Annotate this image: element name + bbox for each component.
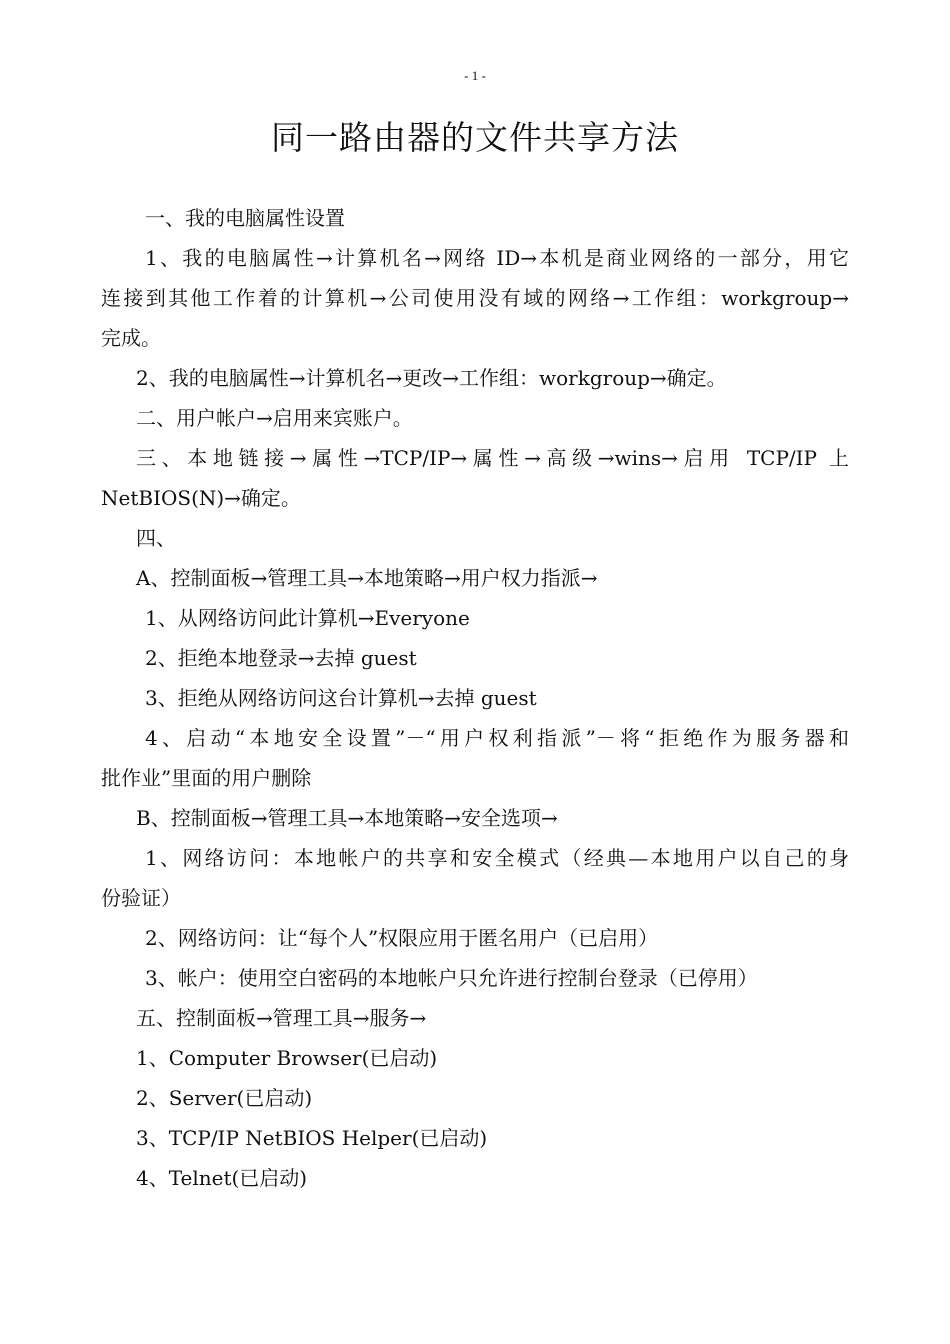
document-body	[101, 198, 849, 1198]
list-item: 4、Telnet(已启动)	[136, 1166, 308, 1190]
paragraph-line: 连接到其他工作着的计算机→公司使用没有域的网络→工作组：workgroup→	[101, 286, 849, 310]
paragraph-line: 份验证）	[101, 886, 181, 910]
section-heading-3: 三、本地链接→属性→TCP/IP→属性→高级→wins→启用 TCP/IP 上	[136, 446, 849, 470]
document-title: 同一路由器的文件共享方法	[271, 118, 679, 157]
list-item: 1、Computer Browser(已启动)	[136, 1046, 438, 1070]
list-item: 2、Server(已启动)	[136, 1086, 313, 1110]
paragraph-line: 1、我的电脑属性→计算机名→网络 ID→本机是商业网络的一部分，用它	[145, 246, 849, 270]
list-item: 1、从网络访问此计算机→Everyone	[145, 606, 470, 630]
list-item: 2、拒绝本地登录→去掉 guest	[145, 646, 417, 670]
subsection-heading-b: B、控制面板→管理工具→本地策略→安全选项→	[136, 806, 558, 830]
section-heading-5: 五、控制面板→管理工具→服务→	[136, 1006, 427, 1030]
list-item: 3、帐户：使用空白密码的本地帐户只允许进行控制台登录（已停用）	[145, 966, 758, 990]
paragraph-line: NetBIOS(N)→确定。	[101, 486, 301, 510]
subsection-heading-a: A、控制面板→管理工具→本地策略→用户权力指派→	[136, 566, 598, 590]
section-heading-2: 二、用户帐户→启用来宾账户。	[136, 406, 413, 430]
list-item: 2、网络访问：让“每个人”权限应用于匿名用户（已启用）	[145, 926, 659, 950]
paragraph-line: 批作业”里面的用户删除	[101, 766, 312, 790]
list-item: 1、网络访问：本地帐户的共享和安全模式（经典—本地用户以自己的身	[145, 846, 849, 870]
page-number: - 1 -	[464, 68, 486, 83]
list-item: 3、TCP/IP NetBIOS Helper(已启动)	[136, 1126, 488, 1150]
list-item: 4、启动“本地安全设置”－“用户权利指派”－将“拒绝作为服务器和	[145, 726, 849, 750]
paragraph-line: 完成。	[101, 326, 161, 350]
list-item: 3、拒绝从网络访问这台计算机→去掉 guest	[145, 686, 537, 710]
paragraph-line: 2、我的电脑属性→计算机名→更改→工作组：workgroup→确定。	[136, 366, 727, 390]
section-heading-4: 四、	[136, 526, 176, 550]
section-heading-1: 一、我的电脑属性设置	[145, 206, 345, 230]
